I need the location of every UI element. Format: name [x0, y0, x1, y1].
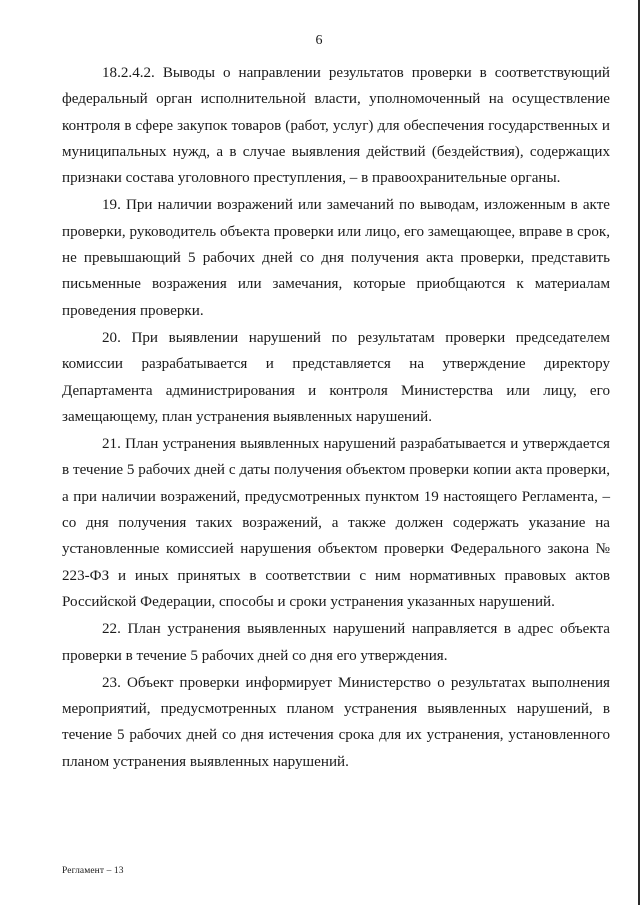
paragraph-21: 21. План устранения выявленных нарушений разрабатывается и утверждается в течение 5 рабочих дней с даты получения объектом проверки копии акта проверки, а при наличии возражений, предусмотренных пунктом 19 настоящего Регламента, – со дня получения таких возражений, а также должен содержать указание на установленные комиссией нарушения объектом проверки Федерального закона № 223-ФЗ и иных принятых в соответствии с ним нормативных правовых актов Российской Федерации, способы и сроки устранения указанных нарушений. [62, 436, 610, 610]
paragraph-19: 19. При наличии возражений или замечаний по выводам, изложенным в акте проверки, руководитель объекта проверки или лицо, его замещающее, вправе в срок, не превышающий 5 рабочих дней со дня получения акта проверки, представить письменные возражения или замечания, которые приобщаются к материалам проведения проверки. [62, 197, 610, 319]
paragraph-22: 22. План устранения выявленных нарушений направляется в адрес объекта проверки в течение 5 рабочих дней со дня его утверждения. [62, 621, 610, 664]
document-footer: Регламент – 13 [62, 866, 124, 876]
paragraph-18-2-4-2: 18.2.4.2. Выводы о направлении результатов проверки в соответствующий федеральный орган исполнительной власти, уполномоченный на осуществление контроля в сфере закупок товаров (работ, услуг) для обеспечения государственных и муниципальных нужд, а в случае выявления действий (бездействия), содержащих признаки состава уголовного преступления, – в правоохранительные органы. [62, 65, 610, 187]
page-number: 6 [315, 33, 323, 48]
document-body [62, 60, 610, 776]
paragraph-23: 23. Объект проверки информирует Министерство о результатах выполнения мероприятий, предусмотренных планом устранения выявленных нарушений, в течение 5 рабочих дней со дня истечения срока для их устранения, установленного планом устранения выявленных нарушений. [62, 674, 610, 770]
paragraph-20: 20. При выявлении нарушений по результатам проверки председателем комиссии разрабатывается и представляется на утверждение директору Департамента администрирования и контроля Министерства или лицу, его замещающему, план устранения выявленных нарушений. [62, 329, 610, 425]
